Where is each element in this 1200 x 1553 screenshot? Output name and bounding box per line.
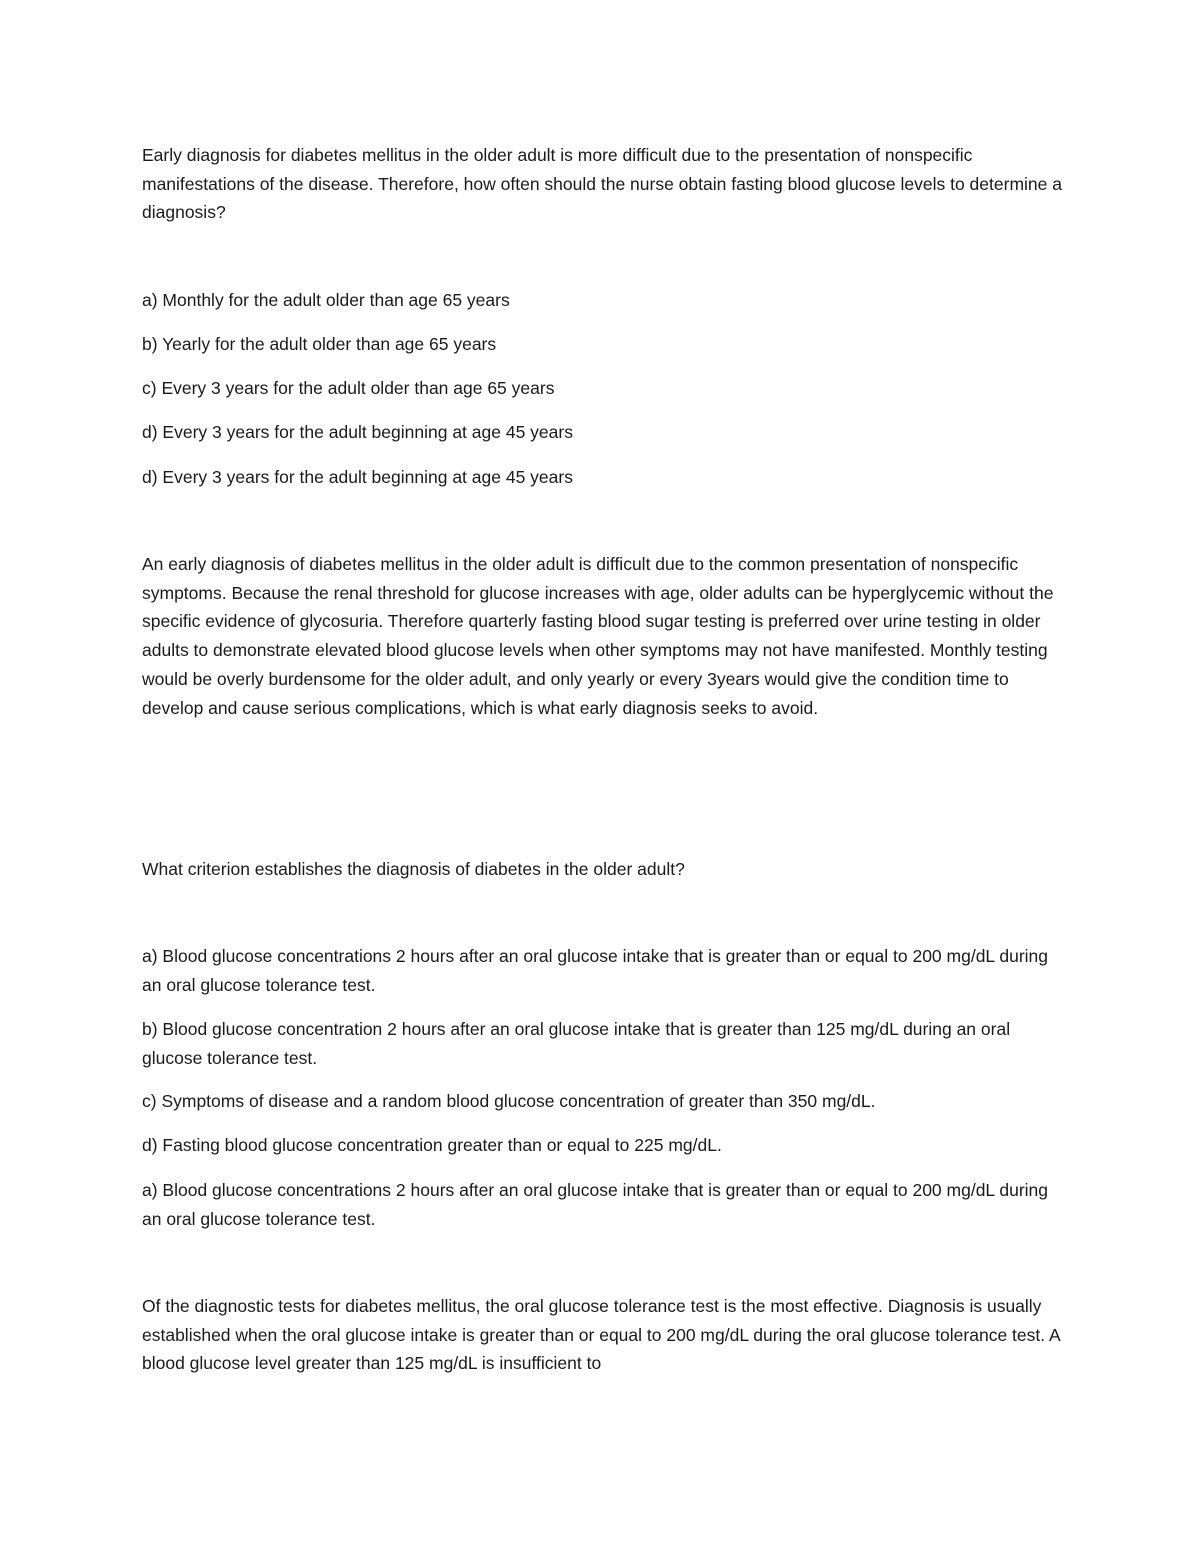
question2-option-d: d) Fasting blood glucose concentration greater than or equal to 225 mg/dL. [142,1135,722,1155]
question2-stem: What criterion establishes the diagnosis of diabetes in the older adult? [142,859,685,879]
question2-option-c: c) Symptoms of disease and a random blood glucose concentration of greater than 350 mg/dL. [142,1091,876,1111]
question1-option-d: d) Every 3 years for the adult beginning at age 45 years [142,422,573,442]
question1-option-c: c) Every 3 years for the adult older than age 65 years [142,378,555,398]
question1-option-b: b) Yearly for the adult older than age 65 years [142,334,497,354]
question1-answer: d) Every 3 years for the adult beginning at age 45 years [142,467,573,487]
question2-option-a: a) Blood glucose concentrations 2 hours after an oral glucose intake that is greater than or equal to 200 mg/dL during an oral glucose tolerance test. [142,946,1049,995]
question1-rationale: An early diagnosis of diabetes mellitus in the older adult is difficult due to the common presentation of nonspecific symptoms. Because the renal threshold for glucose increases with age, older adults can be hyperglycemic without the specific evidence of glycosuria. Therefore quarterly fasting blood sugar testing is preferred over urine testing in older adults to demonstrate elevated blood glucose levels when other symptoms may not have manifested. Monthly testing would be overly burdensome for the older adult, and only yearly or every 3years would give the condition time to develop and cause serious complications, which is what early diagnosis seeks to avoid. [142,554,1054,718]
question2-option-b: b) Blood glucose concentration 2 hours after an oral glucose intake that is greater than 125 mg/dL during an oral glucose tolerance test. [142,1019,1011,1068]
question1-option-a: a) Monthly for the adult older than age 65 years [142,290,510,310]
question2-answer: a) Blood glucose concentrations 2 hours after an oral glucose intake that is greater than or equal to 200 mg/dL during an oral glucose tolerance test. [142,1180,1049,1229]
question1-stem: Early diagnosis for diabetes mellitus in the older adult is more difficult due to the presentation of nonspecific manifestations of the disease. Therefore, how often should the nurse obtain fasting blood glucose levels to determine a diagnosis? [142,145,1062,223]
question2-rationale: Of the diagnostic tests for diabetes mellitus, the oral glucose tolerance test is the most effective. Diagnosis is usually established when the oral glucose intake is greater than or equal to 200 mg/dL during the oral glucose tolerance test. A blood glucose level greater than 125 mg/dL is insufficient to [142,1296,1060,1374]
